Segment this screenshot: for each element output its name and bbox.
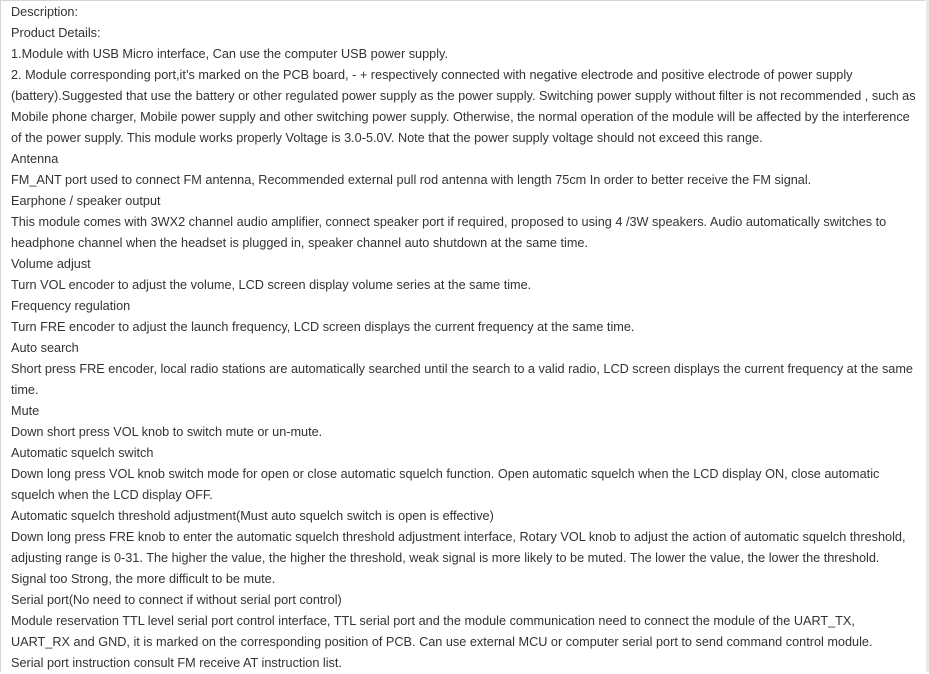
detail-squelch-threshold: Down long press FRE knob to enter the automatic squelch threshold adjustment interface, Rotary VOL knob to adjust the action of automatic squelch threshold, adjusting range is 0-31. The higher the value, the higher the threshold, weak signal is more likely to be muted. The lower the value, the lower the threshold. Signal too Strong, the more difficult to be mute. bbox=[11, 530, 906, 586]
section-heading-squelch-switch: Automatic squelch switch bbox=[11, 446, 154, 460]
detail-squelch-switch: Down long press VOL knob switch mode for open or close automatic squelch function. Open automatic squelch when the LCD display ON, close automatic squelch when the LCD display OFF. bbox=[11, 467, 880, 502]
section-heading-earphone-speaker: Earphone / speaker output bbox=[11, 194, 161, 208]
section-heading-frequency: Frequency regulation bbox=[11, 299, 131, 313]
detail-serial-instructions: Serial port instruction consult FM receive AT instruction list. bbox=[11, 656, 342, 670]
detail-mute: Down short press VOL knob to switch mute or un-mute. bbox=[11, 425, 323, 439]
section-heading-mute: Mute bbox=[11, 404, 40, 418]
section-heading-antenna: Antenna bbox=[11, 152, 59, 166]
section-heading-serial-port: Serial port(No need to connect if without serial port control) bbox=[11, 593, 342, 607]
section-heading-squelch-threshold: Automatic squelch threshold adjustment(Must auto squelch switch is open is effective) bbox=[11, 509, 494, 523]
detail-auto-search: Short press FRE encoder, local radio stations are automatically searched until the search to a valid radio, LCD screen displays the current frequency at the same time. bbox=[11, 362, 913, 397]
detail-earphone-speaker: This module comes with 3WX2 channel audio amplifier, connect speaker port if required, proposed to using 4 /3W speakers. Audio automatically switches to headphone channel when the headset is plugged in, speaker channel auto shutdown at the same time. bbox=[11, 215, 887, 250]
description-heading: Description: bbox=[11, 5, 78, 19]
section-heading-auto-search: Auto search bbox=[11, 341, 79, 355]
detail-power-supply: 2. Module corresponding port,it’s marked on the PCB board, - + respectively connected with negative electrode and positive electrode of power supply (battery).Suggested that use the battery or other regulated power supply as the power supply. Switching power supply without filter is not recommended , such as Mobile phone charger, Mobile power supply and other switching power supply. Otherwise, the normal operation of the module will be affected by the interference of the power supply. This module works properly Voltage is 3.0-5.0V. Note that the power supply voltage should not exceed this range. bbox=[11, 68, 916, 145]
section-heading-volume: Volume adjust bbox=[11, 257, 91, 271]
detail-antenna: FM_ANT port used to connect FM antenna, Recommended external pull rod antenna with length 75cm In order to better receive the FM signal. bbox=[11, 173, 812, 187]
detail-serial-port: Module reservation TTL level serial port control interface, TTL serial port and the module communication need to connect the module of the UART_TX, UART_RX and GND, it is marked on the corresponding position of PCB. Can use external MCU or computer serial port to send command control module. bbox=[11, 614, 873, 649]
detail-volume: Turn VOL encoder to adjust the volume, LCD screen display volume series at the same time. bbox=[11, 278, 532, 292]
detail-usb-interface: 1.Module with USB Micro interface, Can use the computer USB power supply. bbox=[11, 47, 448, 61]
product-details-heading: Product Details: bbox=[11, 26, 101, 40]
detail-frequency: Turn FRE encoder to adjust the launch frequency, LCD screen displays the current frequency at the same time. bbox=[11, 320, 635, 334]
